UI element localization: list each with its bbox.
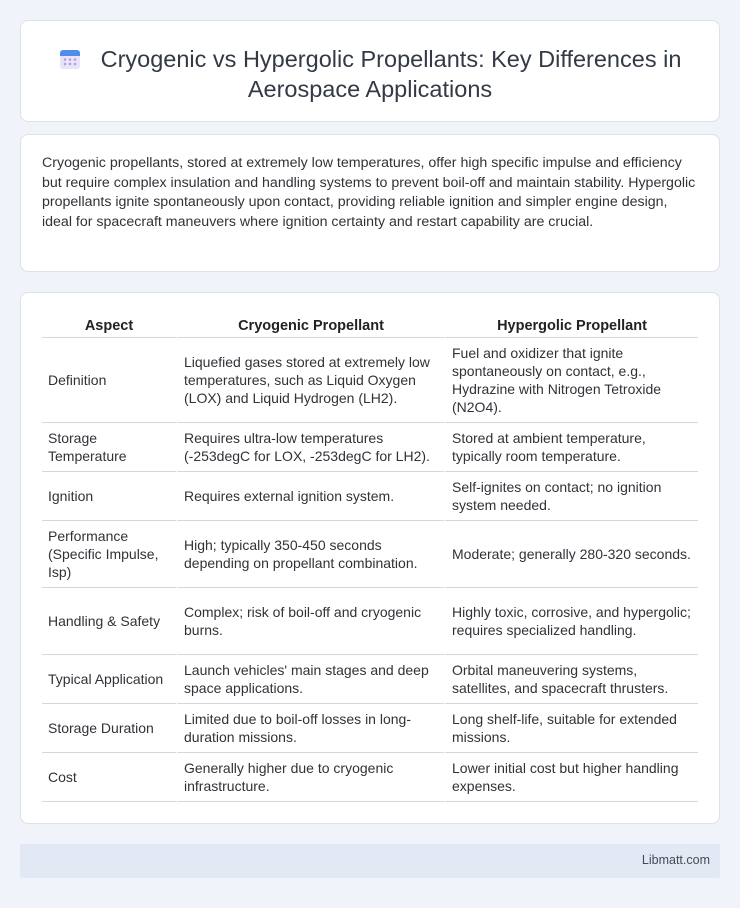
table-row: [42, 338, 698, 423]
row-hypergolic: Orbital maneuvering systems, satellites, and spacecraft thrusters.: [444, 655, 698, 704]
title-card: [20, 20, 720, 122]
table-row: [42, 704, 698, 753]
calendar-icon: [59, 48, 81, 70]
table-row: [42, 753, 698, 802]
row-aspect: Ignition: [42, 472, 176, 521]
footer-bar: [20, 844, 720, 878]
header-cryogenic: Cryogenic Propellant: [176, 315, 444, 338]
footer-brand: Libmatt.com: [641, 853, 710, 867]
comparison-table: [42, 315, 698, 802]
header-aspect: Aspect: [42, 315, 176, 338]
row-cryogenic: Complex; risk of boil-off and cryogenic burns.: [176, 588, 444, 655]
comparison-card: [20, 292, 720, 824]
page-title-wrap: [21, 44, 719, 104]
table-row: [42, 423, 698, 472]
row-aspect: Handling & Safety: [42, 588, 176, 655]
table-row: [42, 472, 698, 521]
page-title: Cryogenic vs Hypergolic Propellants: Key Differences in Aerospace Applications: [100, 46, 682, 102]
table-row: [42, 588, 698, 655]
row-cryogenic: Requires ultra-low temperatures (-253degC for LOX, -253degC for LH2).: [176, 423, 444, 472]
row-cryogenic: Launch vehicles' main stages and deep space applications.: [176, 655, 444, 704]
row-hypergolic: Self-ignites on contact; no ignition system needed.: [444, 472, 698, 521]
row-cryogenic: Requires external ignition system.: [176, 472, 444, 521]
intro-card: [20, 134, 720, 272]
row-cryogenic: High; typically 350-450 seconds depending on propellant combination.: [176, 521, 444, 588]
header-hypergolic: Hypergolic Propellant: [444, 315, 698, 338]
row-hypergolic: Stored at ambient temperature, typically room temperature.: [444, 423, 698, 472]
row-hypergolic: Highly toxic, corrosive, and hypergolic; requires specialized handling.: [444, 588, 698, 655]
row-hypergolic: Fuel and oxidizer that ignite spontaneously on contact, e.g., Hydrazine with Nitrogen Tetroxide (N2O4).: [444, 338, 698, 423]
intro-paragraph: Cryogenic propellants, stored at extremely low temperatures, offer high specific impulse and efficiency but require complex insulation and handling systems to prevent boil-off and maintain stability. Hypergolic propellants ignite spontaneously upon contact, providing reliable ignition and simpler engine design, ideal for spacecraft maneuvers where ignition certainty and restart capability are crucial.: [42, 155, 696, 230]
row-aspect: Typical Application: [42, 655, 176, 704]
row-aspect: Definition: [42, 338, 176, 423]
row-aspect: Storage Temperature: [42, 423, 176, 472]
row-cryogenic: Generally higher due to cryogenic infrastructure.: [176, 753, 444, 802]
table-row: [42, 655, 698, 704]
table-header-row: [42, 315, 698, 338]
row-aspect: Performance (Specific Impulse, Isp): [42, 521, 176, 588]
row-cryogenic: Limited due to boil-off losses in long-duration missions.: [176, 704, 444, 753]
row-hypergolic: Moderate; generally 280-320 seconds.: [444, 521, 698, 588]
row-aspect: Cost: [42, 753, 176, 802]
row-hypergolic: Long shelf-life, suitable for extended missions.: [444, 704, 698, 753]
table-row: [42, 521, 698, 588]
row-hypergolic: Lower initial cost but higher handling expenses.: [444, 753, 698, 802]
row-aspect: Storage Duration: [42, 704, 176, 753]
row-cryogenic: Liquefied gases stored at extremely low temperatures, such as Liquid Oxygen (LOX) and Liquid Hydrogen (LH2).: [176, 338, 444, 423]
